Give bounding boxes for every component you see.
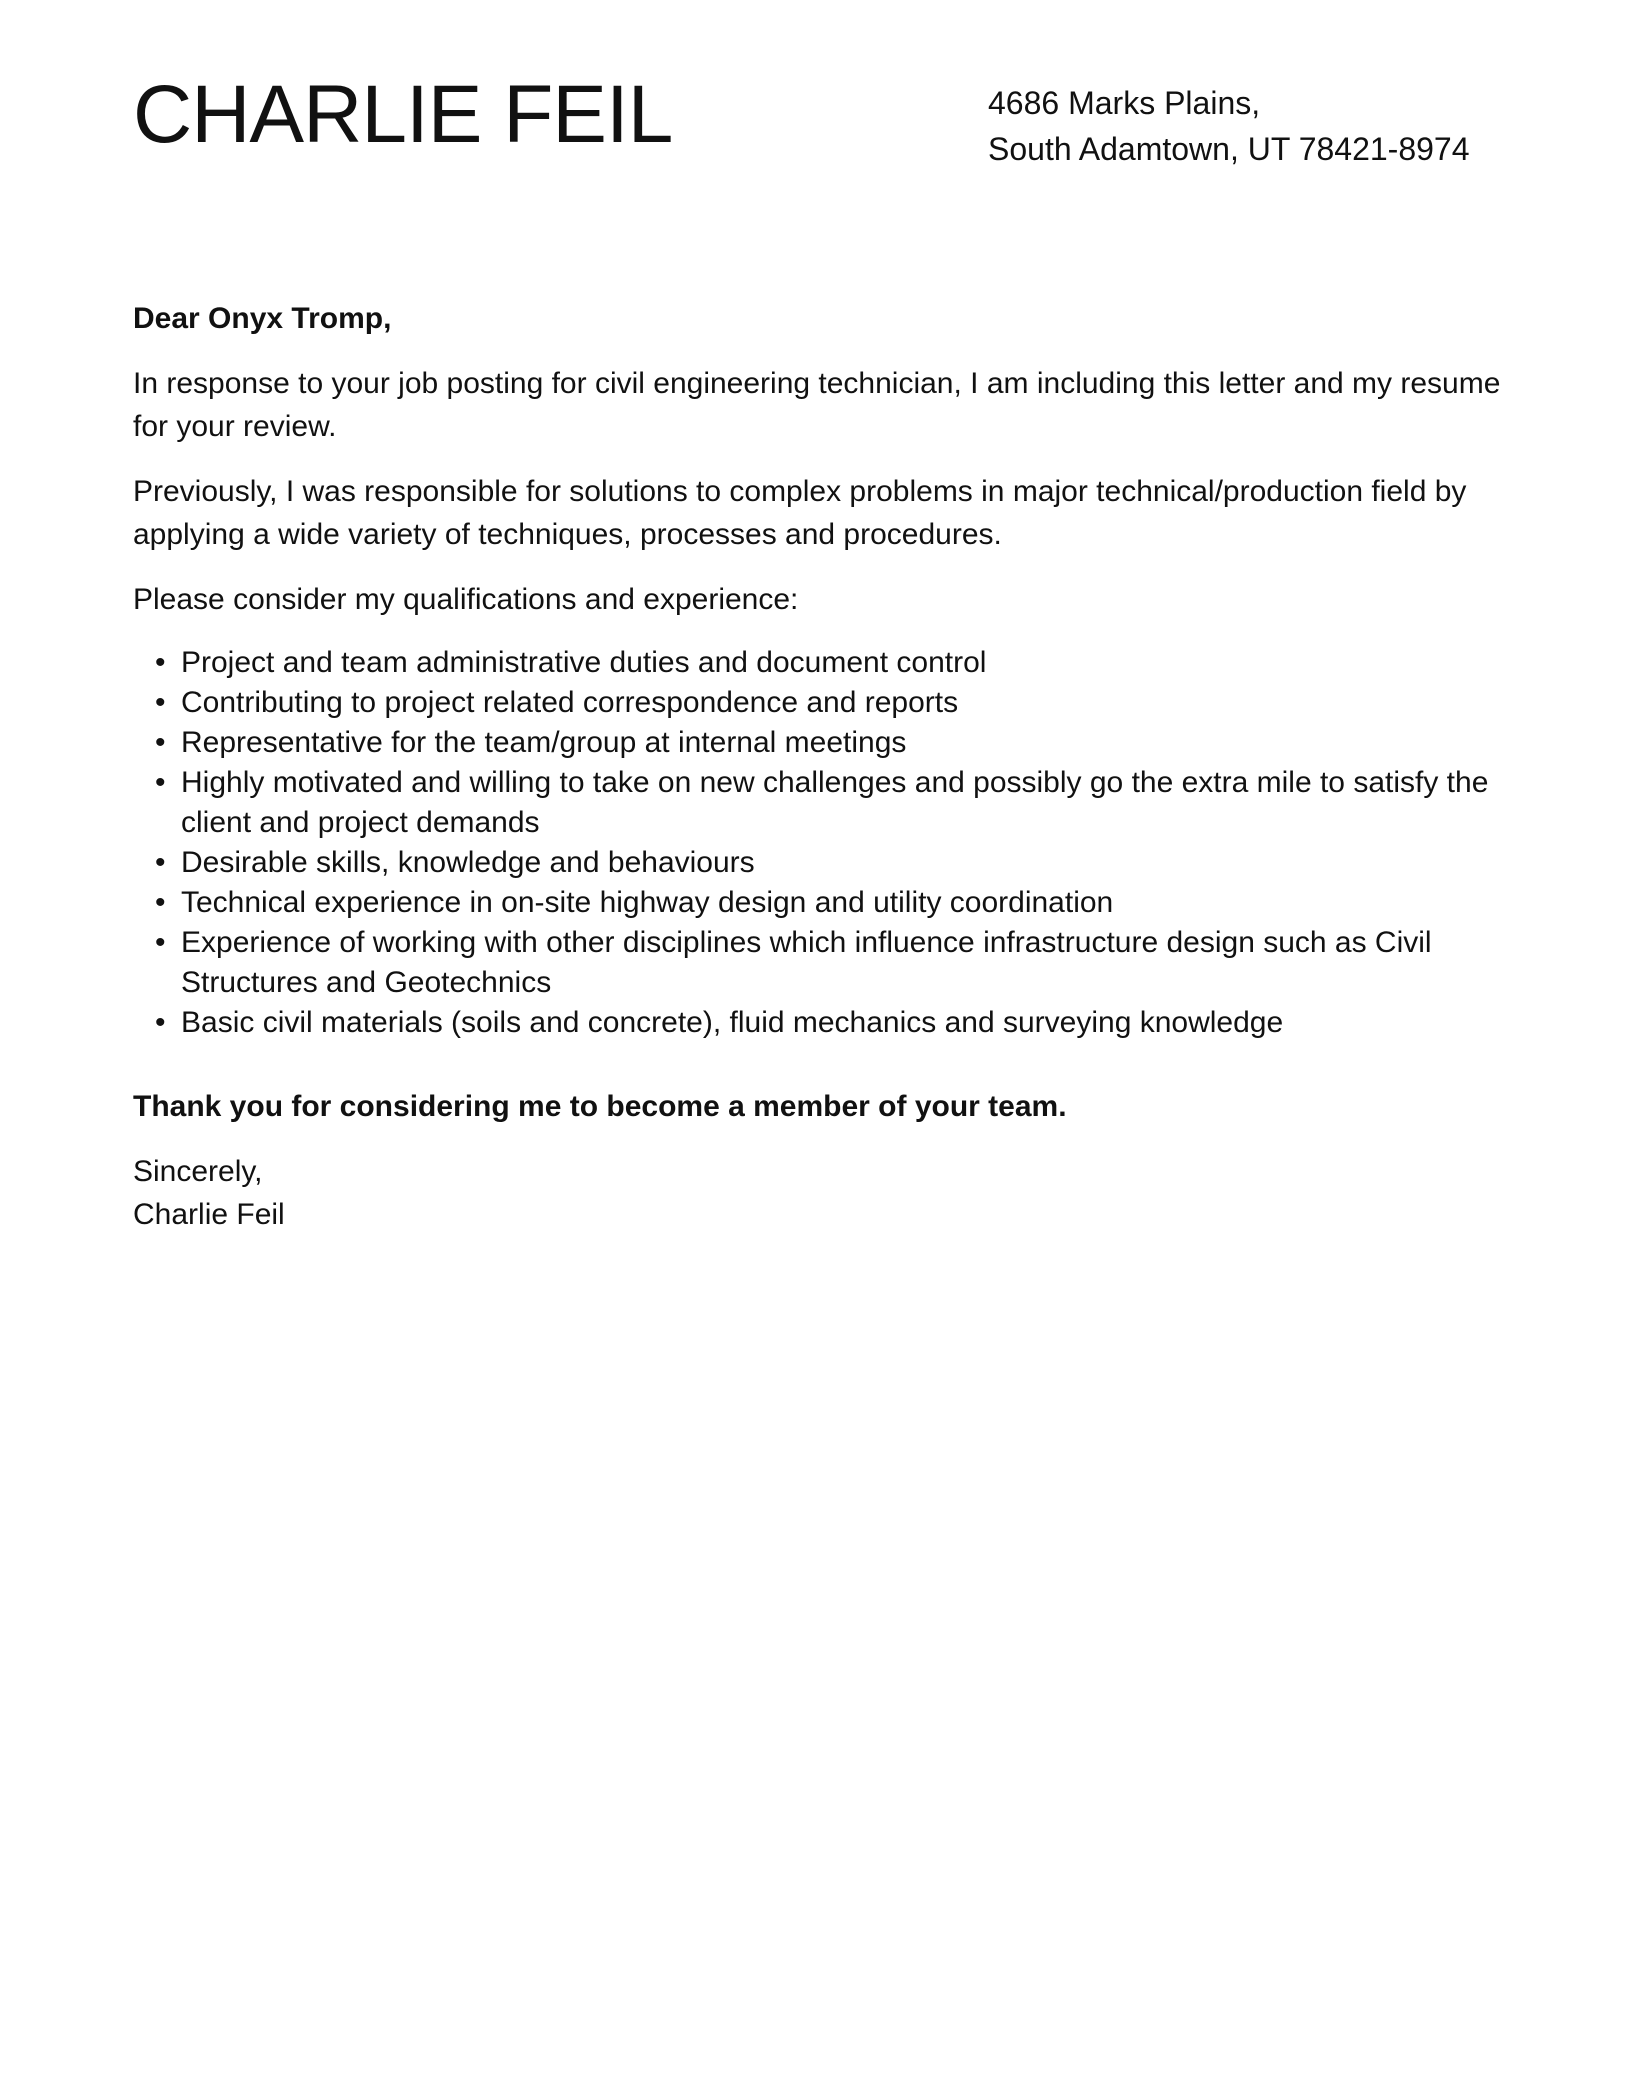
address-line-2: South Adamtown, UT 78421-8974 [988, 131, 1470, 167]
list-item-text: Representative for the team/group at internal meetings [181, 726, 907, 759]
applicant-address [988, 80, 1470, 172]
qualifications-intro: Please consider my qualifications and experience: [133, 583, 799, 616]
closing-statement: Thank you for considering me to become a member of your team. [133, 1090, 1067, 1123]
signature-name: Charlie Feil [133, 1198, 285, 1231]
salutation: Dear Onyx Tromp, [133, 302, 392, 335]
list-item [155, 1003, 1503, 1043]
bullet-icon: • [155, 846, 166, 879]
letter-body [133, 297, 1503, 1236]
list-item [155, 643, 1503, 683]
bullet-icon: • [155, 1006, 166, 1039]
signoff-block [133, 1150, 1503, 1236]
list-item [155, 723, 1503, 763]
list-item-text: Contributing to project related correspondence and reports [181, 686, 959, 719]
bullet-icon: • [155, 646, 166, 679]
qualifications-list [133, 643, 1503, 1043]
letter-header [133, 70, 1498, 190]
list-item-text: Highly motivated and willing to take on new challenges and possibly go the extra mile to satisfy the client and project demands [181, 766, 1489, 839]
experience-paragraph: Previously, I was responsible for solutions to complex problems in major technical/production field by applying a wide variety of techniques, processes and procedures. [133, 475, 1467, 551]
list-item-text: Basic civil materials (soils and concrete), fluid mechanics and surveying knowledge [181, 1006, 1284, 1039]
bullet-icon: • [155, 926, 166, 959]
list-item [155, 683, 1503, 723]
bullet-icon: • [155, 766, 166, 799]
bullet-icon: • [155, 886, 166, 919]
signoff-text: Sincerely, [133, 1155, 263, 1188]
intro-paragraph: In response to your job posting for civil engineering technician, I am including this letter and my resume for your review. [133, 367, 1501, 443]
list-item [155, 883, 1503, 923]
bullet-icon: • [155, 726, 166, 759]
list-item [155, 763, 1503, 843]
applicant-name: CHARLIE FEIL [133, 69, 673, 160]
list-item-text: Project and team administrative duties and document control [181, 646, 987, 679]
list-item-text: Technical experience in on-site highway design and utility coordination [181, 886, 1114, 919]
list-item-text: Experience of working with other disciplines which influence infrastructure design such as Civil Structures and Geotechnics [181, 926, 1432, 999]
bullet-icon: • [155, 686, 166, 719]
address-line-1: 4686 Marks Plains, [988, 85, 1261, 121]
list-item [155, 923, 1503, 1003]
list-item-text: Desirable skills, knowledge and behaviours [181, 846, 755, 879]
list-item [155, 843, 1503, 883]
